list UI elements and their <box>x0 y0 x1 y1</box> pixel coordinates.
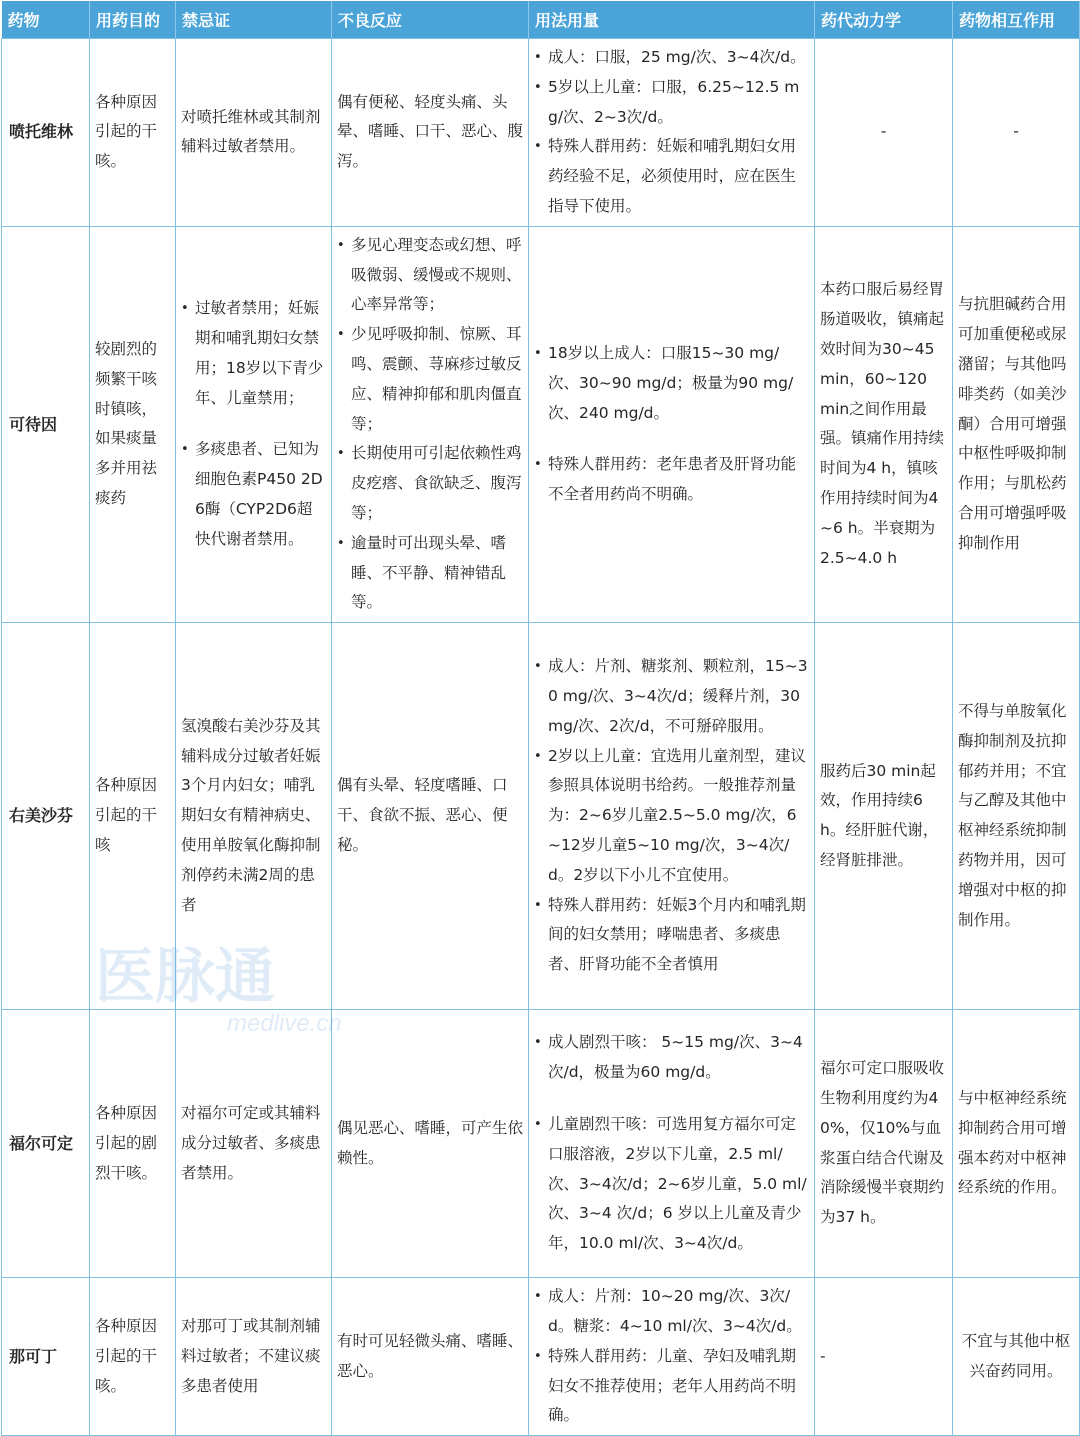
interactions-cell: 与中枢神经系统抑制药合用可增强本药对中枢神经系统的作用。 <box>953 1010 1080 1278</box>
list-item: • 多见心理变态或幻想、呼吸微弱、缓慢或不规则、心率异常等； <box>337 231 523 320</box>
list-item: • 2岁以上儿童：宜选用儿童剂型，建议参照具体说明书给药。一般推荐剂量为：2~6岁儿童2.5~5.0 mg/次，6~12岁儿童5~10 mg/次，3~4次/d。2岁以下小儿不宜使用。 <box>534 742 809 891</box>
table-header <box>2 1 1080 39</box>
list-item: • 成人：口服，25 mg/次、3~4次/d。 <box>534 43 809 73</box>
drug-name: 福尔可定 <box>2 1010 90 1278</box>
dosage-cell <box>529 226 815 622</box>
list-item: • 少见呼吸抑制、惊厥、耳鸣、震颤、荨麻疹过敏反应、精神抑郁和肌肉僵直等； <box>337 320 523 439</box>
pharmacokinetics-cell: - <box>815 39 953 227</box>
table-row <box>2 226 1080 622</box>
interactions-cell: 不宜与其他中枢兴奋药同用。 <box>953 1278 1080 1436</box>
header-adverse-reaction: 不良反应 <box>332 1 529 39</box>
list-item: • 多痰患者、已知为细胞色素P450 2D6酶（CYP2D6超快代谢者禁用。 <box>181 435 326 554</box>
header-interactions: 药物相互作用 <box>953 1 1080 39</box>
header-drug: 药物 <box>2 1 90 39</box>
list-item: • 特殊人群用药：儿童、孕妇及哺乳期妇女不推荐使用；老年人用药尚不明确。 <box>534 1342 809 1431</box>
list-item: • 儿童剧烈干咳：可选用复方福尔可定口服溶液，2岁以下儿童，2.5 ml/次、3~4次/d；2~6岁儿童，5.0 ml/次、3~4 次/d；6 岁以上儿童及青少年，10.0 ml/次、3~4次/d。 <box>534 1110 809 1259</box>
watermark-site-text: medlive.cn <box>227 1010 342 1037</box>
list-item: • 5岁以上儿童：口服，6.25~12.5 mg/次、2~3次/d。 <box>534 73 809 133</box>
contraindication-cell <box>176 226 332 622</box>
adverse-cell <box>332 226 529 622</box>
drug-name: 可待因 <box>2 226 90 622</box>
purpose-cell: 各种原因引起的干咳。 <box>90 39 176 227</box>
dosage-cell <box>529 39 815 227</box>
list-item: • 成人：片剂：10~20 mg/次、3次/d。糖浆：4~10 ml/次、3~4次/d。 <box>534 1282 809 1342</box>
interactions-cell: - <box>953 39 1080 227</box>
list-item: • 长期使用可引起依赖性鸡皮疙瘩、食欲缺乏、腹泻等； <box>337 439 523 528</box>
adverse-cell: 有时可见轻微头痛、嗜睡、恶心。 <box>332 1278 529 1436</box>
list-item: • 逾量时可出现头晕、嗜睡、不平静、精神错乱等。 <box>337 529 523 618</box>
pharmacokinetics-cell: 福尔可定口服吸收生物利用度约为40%，仅10%与血浆蛋白结合代谢及消除缓慢半衰期约为37 h。 <box>815 1010 953 1278</box>
contraindication-cell: 对福尔可定或其辅料成分过敏者、多痰患者禁用。 <box>176 1010 332 1278</box>
purpose-cell: 各种原因引起的干咳。 <box>90 1278 176 1436</box>
drug-name: 右美沙芬 <box>2 623 90 1010</box>
contraindication-cell: 对喷托维林或其制剂辅料过敏者禁用。 <box>176 39 332 227</box>
header-dosage: 用法用量 <box>529 1 815 39</box>
pharmacokinetics-cell: - <box>815 1278 953 1436</box>
table-row <box>2 1278 1080 1436</box>
purpose-cell: 各种原因引起的干咳 <box>90 623 176 1010</box>
contraindication-cell: 氢溴酸右美沙芬及其辅料成分过敏者妊娠3个月内妇女；哺乳期妇女有精神病史、使用单胺氧化酶抑制剂停药未满2周的患者 <box>176 623 332 1010</box>
adverse-cell: 偶有头晕、轻度嗜睡、口干、食欲不振、恶心、便秘。 <box>332 623 529 1010</box>
dosage-cell <box>529 1278 815 1436</box>
list-item: • 特殊人群用药：妊娠和哺乳期妇女用药经验不足，必须使用时，应在医生指导下使用。 <box>534 132 809 221</box>
drug-table <box>1 1 1080 1436</box>
interactions-cell: 与抗胆碱药合用可加重便秘或尿潴留；与其他吗啡类药（如美沙酮）合用可增强中枢性呼吸抑制作用；与肌松药合用可增强呼吸抑制作用 <box>953 226 1080 622</box>
watermark-logo-text: 医脉通 <box>95 943 275 1010</box>
list-item: • 特殊人群用药：妊娠3个月内和哺乳期间的妇女禁用；哮喘患者、多痰患者、肝肾功能不全者慎用 <box>534 891 809 980</box>
pharmacokinetics-cell: 本药口服后易经胃肠道吸收，镇痛起效时间为30~45 min，60~120 min之间作用最强。镇痛作用持续时间为4 h，镇咳作用持续时间为4~6 h。半衰期为2.5~4.0 h <box>815 226 953 622</box>
dosage-cell <box>529 623 815 1010</box>
interactions-cell: 不得与单胺氧化酶抑制剂及抗抑郁药并用；不宜与乙醇及其他中枢神经系统抑制药物并用，因可增强对中枢的抑制作用。 <box>953 623 1080 1010</box>
dosage-cell <box>529 1010 815 1278</box>
purpose-cell: 较剧烈的频繁干咳时镇咳，如果痰量多并用祛痰药 <box>90 226 176 622</box>
header-pharmacokinetics: 药代动力学 <box>815 1 953 39</box>
list-item: • 成人：片剂、糖浆剂、颗粒剂，15~30 mg/次、3~4次/d；缓释片剂，30 mg/次、2次/d，不可掰碎服用。 <box>534 652 809 741</box>
list-item: • 18岁以上成人：口服15~30 mg/次、30~90 mg/d；极量为90 mg/次、240 mg/d。 <box>534 339 809 428</box>
table-row <box>2 623 1080 1010</box>
table-row <box>2 1010 1080 1278</box>
header-purpose: 用药目的 <box>90 1 176 39</box>
drug-name: 那可丁 <box>2 1278 90 1436</box>
table-row <box>2 39 1080 227</box>
header-contraindication: 禁忌证 <box>176 1 332 39</box>
adverse-cell: 偶有便秘、轻度头痛、头晕、嗜睡、口干、恶心、腹泻。 <box>332 39 529 227</box>
pharmacokinetics-cell: 服药后30 min起效，作用持续6 h。经肝脏代谢，经肾脏排泄。 <box>815 623 953 1010</box>
contraindication-cell: 对那可丁或其制剂辅料过敏者；不建议痰多患者使用 <box>176 1278 332 1436</box>
drug-name: 喷托维林 <box>2 39 90 227</box>
list-item: • 特殊人群用药：老年患者及肝肾功能不全者用药尚不明确。 <box>534 450 809 510</box>
adverse-cell: 偶见恶心、嗜睡，可产生依赖性。 <box>332 1010 529 1278</box>
purpose-cell: 各种原因引起的剧烈干咳。 <box>90 1010 176 1278</box>
list-item: • 成人剧烈干咳： 5~15 mg/次、3~4次/d，极量为60 mg/d。 <box>534 1028 809 1088</box>
list-item: • 过敏者禁用；妊娠期和哺乳期妇女禁用；18岁以下青少年、儿童禁用； <box>181 294 326 413</box>
